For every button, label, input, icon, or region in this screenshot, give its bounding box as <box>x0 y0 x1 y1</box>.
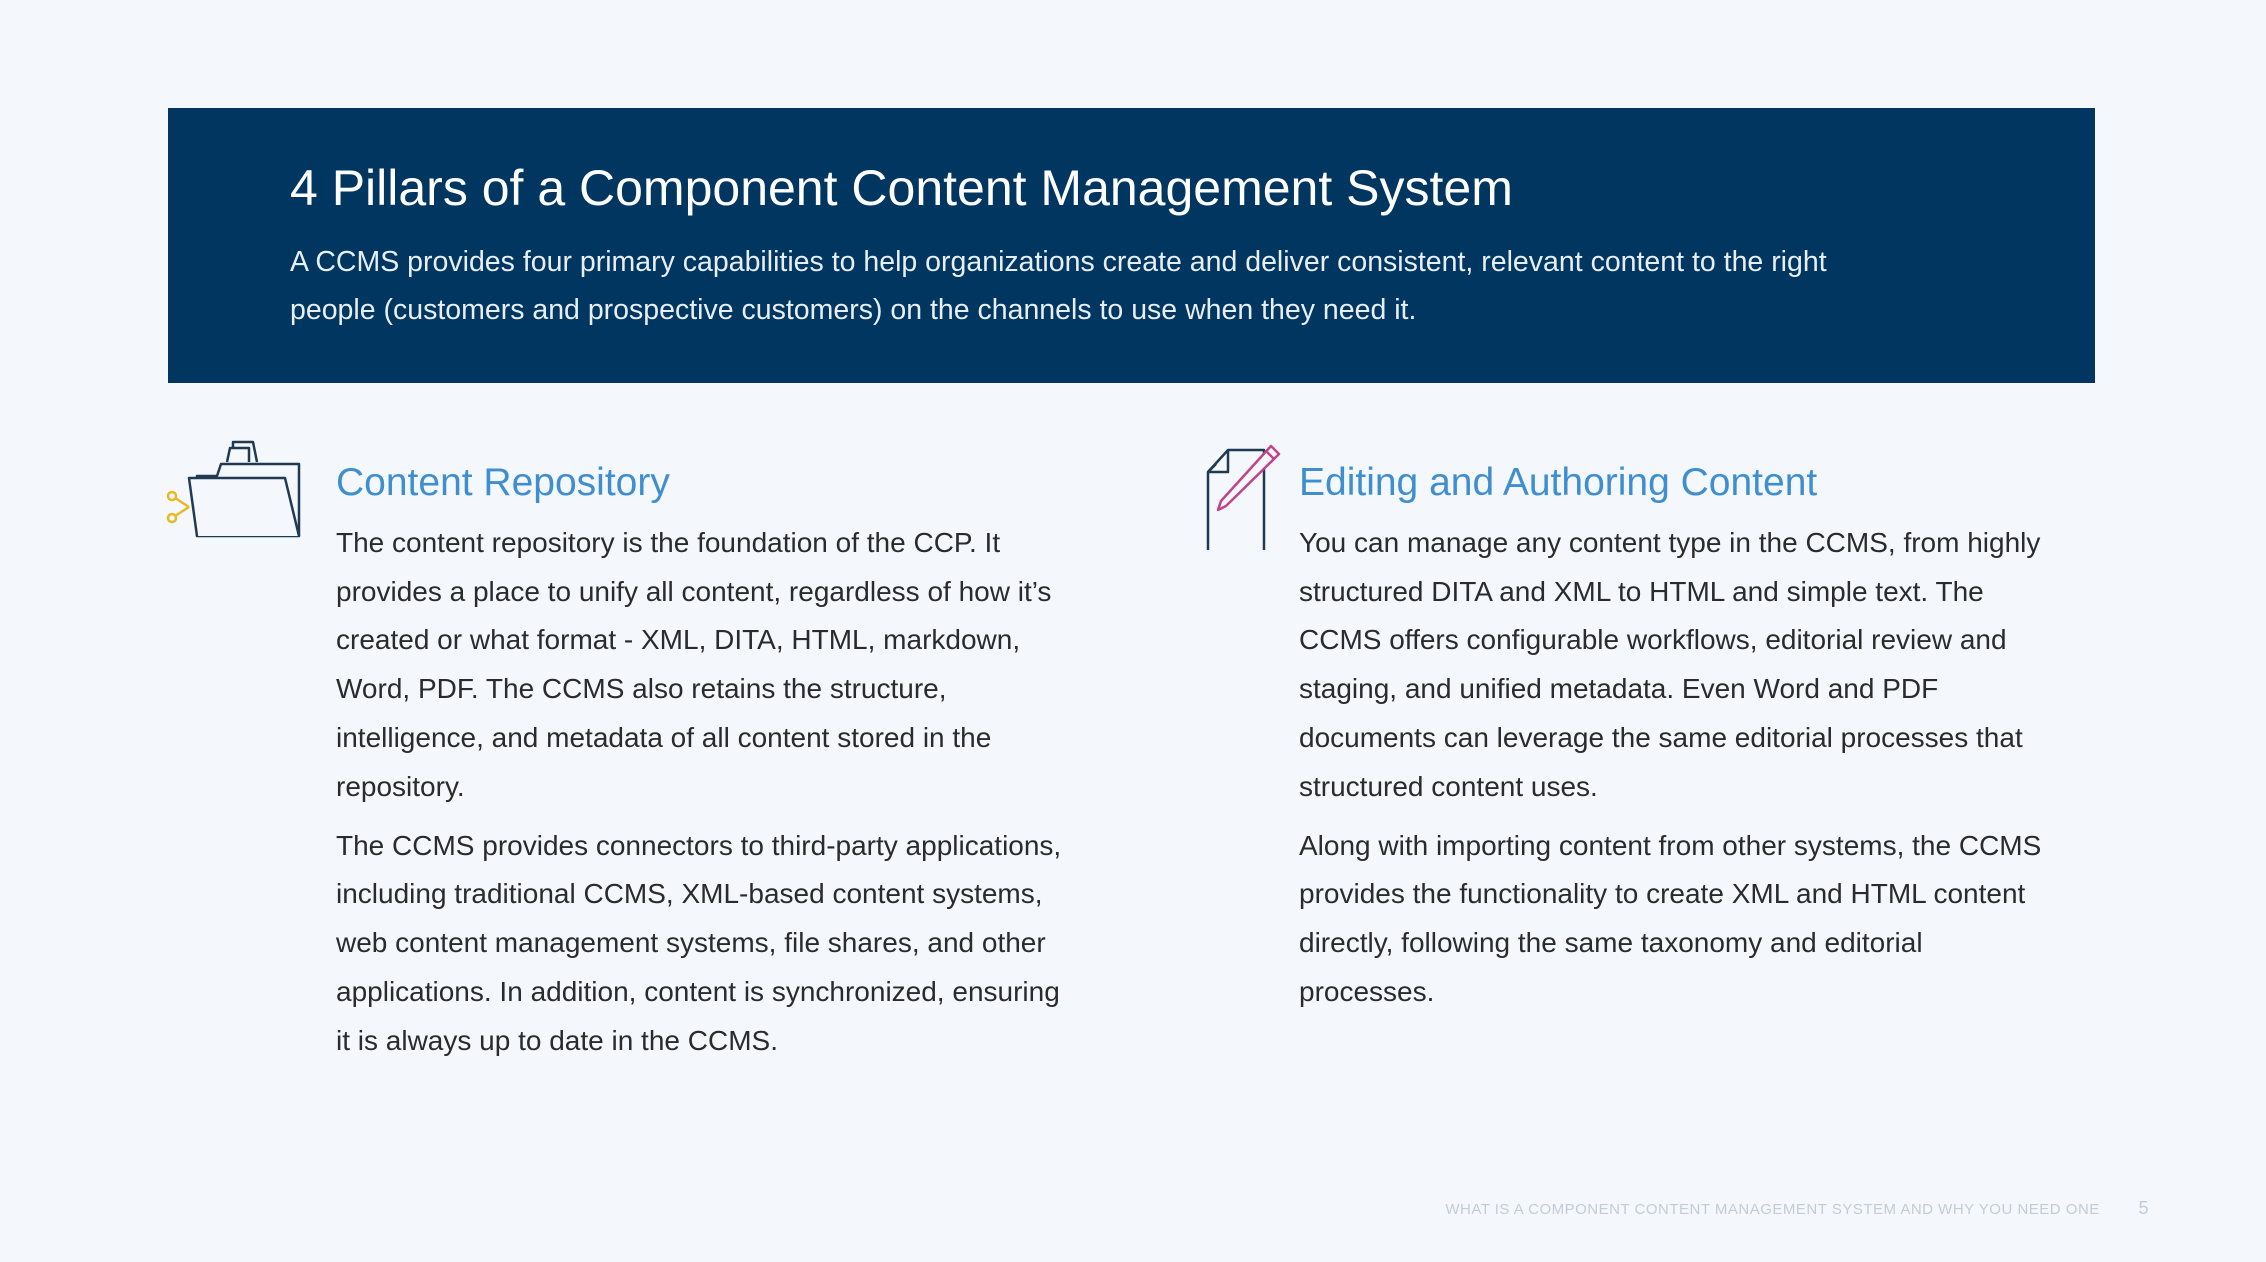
pillar-paragraph: The content repository is the foundation of the CCP. It provides a place to unify all content, regardless of how it’s created or what format - XML, DITA, HTML, markdown, Word, PDF. The CCMS also retains the structure, intelligence, and metadata of all content stored in the repository. <box>336 526 1052 802</box>
page-title: 4 Pillars of a Component Content Management System <box>290 160 1513 216</box>
header-banner <box>168 108 2095 383</box>
document-pencil-icon <box>1190 440 1290 550</box>
pillar-body <box>336 460 1066 1076</box>
folder-icon <box>165 440 315 540</box>
pillar-heading: Editing and Authoring Content <box>1299 461 1818 504</box>
page-number: 5 <box>2138 1198 2149 1218</box>
pillar-paragraph: The CCMS provides connectors to third-party applications, including traditional CCMS, XML-based content systems, web content management systems, file shares, and other applications. In addition, content is synchronized, ensuring it is always up to date in the CCMS. <box>336 829 1062 1056</box>
page-footer <box>1445 1198 2149 1219</box>
pillar-paragraph: Along with importing content from other systems, the CCMS provides the functionality to create XML and HTML content directly, following the same taxonomy and editorial processes. <box>1299 829 2042 1007</box>
pillar-paragraph: You can manage any content type in the CCMS, from highly structured DITA and XML to HTML and simple text. The CCMS offers configurable workflows, editorial review and staging, and unified metadata. Even Word and PDF documents can leverage the same editorial processes that structured content uses. <box>1299 526 2041 802</box>
page-subtitle: A CCMS provides four primary capabilities to help organizations create and deliver consistent, relevant content to the right people (customers and prospective customers) on the channels to use when they need it. <box>290 246 1827 326</box>
pillar-heading: Content Repository <box>336 461 670 504</box>
footer-title: WHAT IS A COMPONENT CONTENT MANAGEMENT SYSTEM AND WHY YOU NEED ONE <box>1445 1201 2100 1218</box>
pillar-body <box>1299 460 2059 1027</box>
